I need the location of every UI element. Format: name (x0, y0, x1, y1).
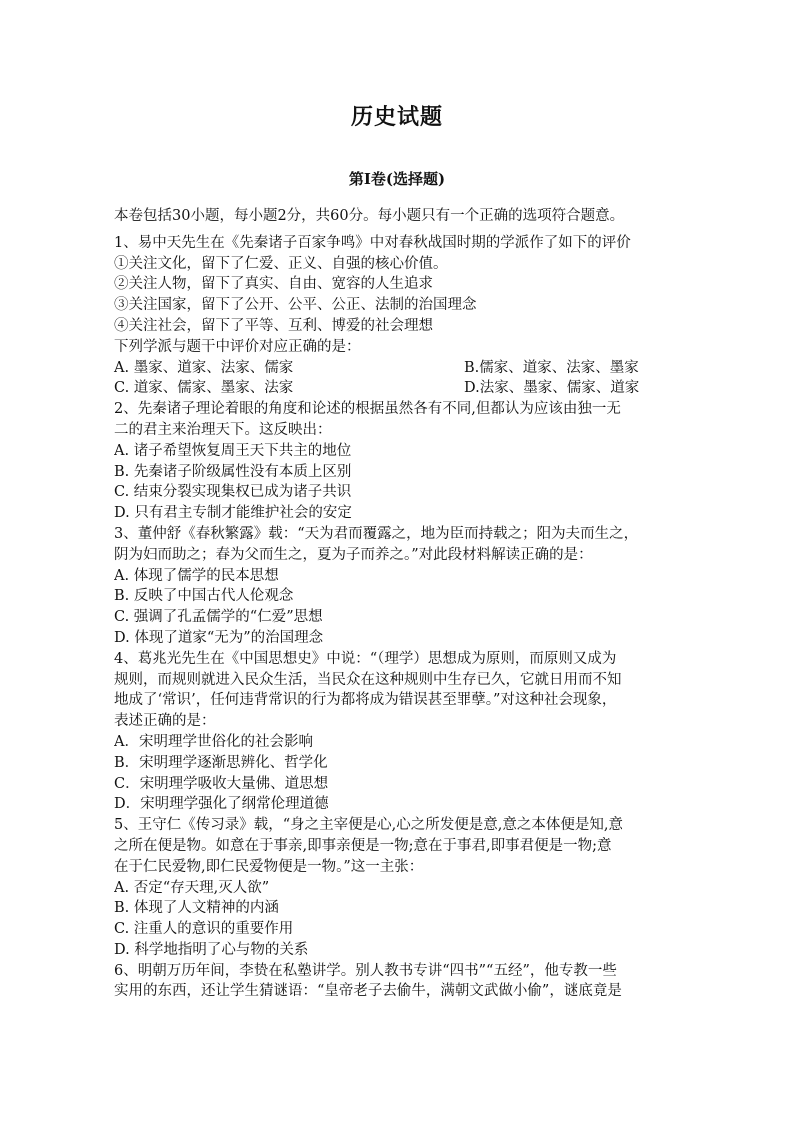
question-stem-line: 实用的东西，还让学生猜谜语：“皇帝老子去偷牛，满朝文武做小偷”，谜底竟是 (114, 983, 622, 1000)
question-stem-line: 在于仁民爱物,即仁民爱物便是一物。”这一主张： (114, 858, 424, 875)
option-b: B. 先秦诸子阶级属性没有本质上区别 (114, 463, 352, 480)
option-c: C. 结束分裂实现集权已成为诸子共识 (114, 484, 352, 501)
option-a: A. 墨家、道家、法家、儒家 (114, 359, 294, 376)
question-2 (114, 399, 686, 524)
section-title: 第I卷(选择题) (348, 170, 446, 188)
option-c: C. 道家、儒家、墨家、法家 (114, 380, 294, 397)
option-d: D．宋明理学强化了纲常伦理道德 (114, 796, 329, 813)
exam-content (114, 206, 686, 1002)
option-row (114, 358, 686, 379)
question-5 (114, 815, 686, 961)
option-row (114, 378, 686, 399)
question-stem-line: ③关注国家，留下了公开、公平、公正、法制的治国理念 (114, 297, 477, 314)
question-4 (114, 649, 686, 815)
question-stem-line: 表述正确的是： (114, 713, 216, 730)
question-stem-line: 6、明朝万历年间，李贽在私塾讲学。别人教书专讲“四书”“五经”，他专教一些 (114, 962, 617, 979)
option-c: C. 注重人的意识的重要作用 (114, 921, 294, 938)
question-stem-line: 4、葛兆光先生在《中国思想史》中说：“（理学）思想成为原则，而原则又成为 (114, 650, 617, 667)
option-b: B. 反映了中国古代人伦观念 (114, 588, 294, 605)
question-1 (114, 233, 686, 399)
question-stem-line: 规则，而规则就进入民众生活，当民众在这种规则中生存已久，它就日用而不知 (114, 671, 622, 688)
option-a: A. 否定“存天理,灭人欲” (114, 879, 270, 896)
question-stem-line: ①关注文化，留下了仁爱、正义、自强的核心价值。 (114, 255, 448, 272)
option-b: B. 体现了人文精神的内涵 (114, 900, 279, 917)
question-stem-line: ②关注人物，留下了真实、自由、宽容的人生追求 (114, 276, 433, 293)
option-d: D. 科学地指明了心与物的关系 (114, 941, 309, 958)
exam-instructions: 本卷包括30小题，每小题2分，共60分。每小题只有一个正确的选项符合题意。 (114, 208, 625, 224)
question-stem-line: 下列学派与题干中评价对应正确的是： (114, 338, 361, 355)
option-a: A．宋明理学世俗化的社会影响 (114, 733, 313, 750)
question-stem-line: 阴为妇而助之；春为父而生之，夏为子而养之。”对此段材料解读正确的是： (114, 546, 593, 563)
option-d: D. 只有君主专制才能维护社会的安定 (114, 505, 352, 522)
option-d: D.法家、墨家、儒家、道家 (464, 380, 640, 397)
question-stem-line: 地成了‘常识’，任何违背常识的行为都将成为错误甚至罪孽。”对这种社会现象， (114, 692, 617, 709)
option-a: A. 体现了儒学的民本思想 (114, 567, 279, 584)
question-stem-line: 之所在便是物。如意在于事亲,即事亲便是一物;意在于事君,即事君便是一物;意 (114, 837, 612, 854)
option-b: B.儒家、道家、法家、墨家 (464, 359, 639, 376)
question-stem-line: 1、易中天先生在《先秦诸子百家争鸣》中对春秋战国时期的学派作了如下的评价 (114, 234, 631, 251)
option-c: C. 强调了孔孟儒学的“仁爱”思想 (114, 609, 323, 626)
page-title: 历史试题 (350, 104, 443, 130)
question-stem-line: 3、董仲舒《春秋繁露》载：“天为君而覆露之，地为臣而持载之；阳为夫而生之， (114, 525, 639, 542)
question-stem-line: 二的君主来治理天下。这反映出： (114, 421, 332, 438)
option-c: C．宋明理学吸收大量佛、道思想 (114, 775, 329, 792)
question-3 (114, 524, 686, 649)
question-stem-line: 2、先秦诸子理论着眼的角度和论述的根据虽然各有不同,但都认为应该由独一无 (114, 401, 621, 418)
option-d: D. 体现了道家“无为”的治国理念 (114, 629, 324, 646)
question-6 (114, 961, 686, 1003)
question-stem-line: ④关注社会，留下了平等、互利、博爱的社会理想 (114, 317, 433, 334)
option-a: A. 诸子希望恢复周王天下共主的地位 (114, 442, 352, 459)
question-stem-line: 5、王守仁《传习录》载，“身之主宰便是心,心之所发便是意,意之本体便是知,意 (114, 817, 623, 834)
option-b: B．宋明理学逐渐思辨化、哲学化 (114, 754, 328, 771)
